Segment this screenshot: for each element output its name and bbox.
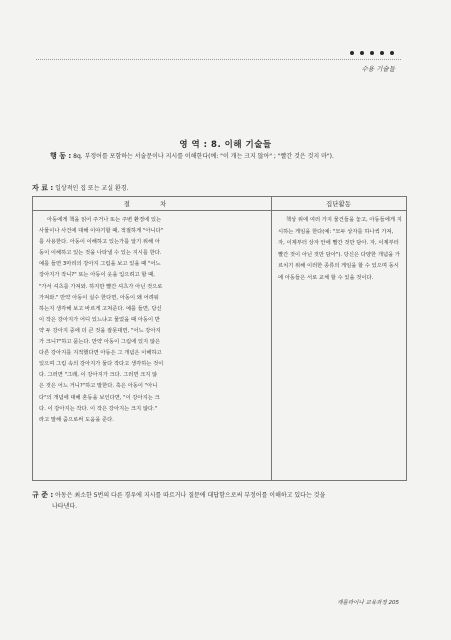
behavior-block (50, 152, 420, 161)
header-divider (36, 59, 401, 60)
criteria-line-1: 아동은 최소한 5번의 다른 경우에 지시를 따르거나 질문에 대답함으로써 부정어를 이해하고 있다는 것을 (55, 492, 326, 499)
page-title: 영 역 : 8. 이해 기술들 (179, 140, 272, 150)
procedure-text-line: 예를 들면 3마리의 강아지 그림을 보고 있을 때 "어느 (39, 261, 161, 268)
table-header-divider (33, 210, 406, 211)
group-activity-header: 집단활동 (325, 200, 352, 208)
group-activity-text-line: 르치기 위해 이러한 종류의 게임을 할 수 있으며 동시 (278, 263, 399, 270)
dot-icon (390, 51, 394, 55)
procedure-cell (39, 215, 268, 426)
section-label: 수용 기술들 (361, 65, 395, 73)
group-activity-text-line: 시하는 게임을 한다(예: "모두 상자를 하나씩 가져, (278, 228, 394, 235)
procedure-text-line: 약 두 강아지 중에 더 큰 것을 잘못대면, "어느 강아지 (39, 327, 161, 334)
group-activity-text-line: 에 아동들은 서로 교체 할 수 있을 것이다. (278, 274, 374, 281)
dot-icon (380, 51, 384, 55)
criteria-label: 규 준 : (32, 491, 54, 499)
procedure-text-line: "가서 셔츠를 가져와. 하지만 빨간 셔츠가 아닌 것으로 (39, 283, 163, 290)
procedure-text-line: 은 것은 어느 거니?"하고 말한다. 혹은 아동이 "아니 (39, 383, 158, 390)
procedure-text-line: 가져와." 만약 아동이 실수 한다면, 아동이 왜 어려워 (39, 294, 159, 301)
procedure-text-line: 다른 강아지를 지적했다면 아동은 그 개념은 이해하고 (39, 350, 162, 357)
procedure-text-line: 가 크니?"하고 묻는다. 만약 아동이 그림에 있지 않은 (39, 339, 161, 346)
dot-icon (370, 51, 374, 55)
behavior-text: 8q. 부정어를 포함하는 서술문이나 지시를 이해한다(예: "이 개는 크지 않아" ; "빨간 것은 것지 마"). (73, 153, 334, 160)
table-column-divider (271, 197, 272, 480)
page-footer: 캐롤라이나 교육과정 205 (337, 600, 399, 606)
procedure-text-line: 사물이나 사건에 대해 이야기할 때, 적절하게 "아니다" (39, 228, 164, 235)
procedure-text-line: 강아지가 작니?" 또는 아동이 옷을 입으려고 할 때, (39, 272, 155, 279)
materials-text: 일상적인 집 또는 교실 환경. (55, 185, 129, 192)
procedure-text-line: 다"의 개념에 대해 혼동을 보인다면, "이 강아지는 크 (39, 394, 160, 401)
decorative-dots (350, 51, 394, 55)
group-activity-text-line: 빨간 것이 아닌 것만 담아"). 당신은 다양한 개념을 가 (278, 251, 400, 258)
procedure-text-line: 이 작은 강아지가 어디 있느냐고 물었을 때 아동이 반 (39, 316, 160, 323)
procedure-text-line: 하는지 생각해 보고 바르게 고쳐준다. 예를 들면, 당신 (39, 305, 162, 312)
procedure-text-line: 아동에게 책을 읽어 주거나 또는 주변 환경에 있는 (47, 217, 162, 223)
procedure-text-line: 동이 이해하고 있는 것을 나타낼 수 있는 지시를 한다. (39, 250, 162, 257)
procedure-header: 절 차 (123, 200, 181, 208)
procedure-text-line: 를 사용한다. 아동이 이해하고 있는가를 알기 위해 아 (39, 239, 160, 246)
activity-table (32, 196, 407, 481)
materials-block (32, 183, 128, 193)
dot-icon (350, 51, 354, 55)
procedure-text-line: 있으며 그림 속의 강아지가 둘다 작다고 생각하는 것이 (39, 361, 164, 368)
group-activity-text-line: 자, 이제부터 상자 안에 빨간 것만 담아. 자, 이제부터 (278, 240, 399, 247)
criteria-line-2: 나타낸다. (52, 503, 78, 510)
procedure-text-line: 다. 이 강아지는 작다. 이 작은 강아지는 크지 않다." (39, 405, 158, 412)
group-activity-cell (278, 215, 401, 285)
dot-icon (360, 51, 364, 55)
group-activity-text-line: 책상 위에 여러 가지 물건들을 놓고, 아동들에게 지 (286, 217, 402, 223)
procedure-text-line: 라고 말해 줌으로써 도움을 준다. (39, 416, 114, 423)
procedure-text-line: 다. 그러면 "그래, 이 강아지가 크다. 그러면 크지 않 (39, 372, 158, 379)
criteria-block (32, 490, 412, 512)
behavior-label: 행 동 : (50, 152, 72, 160)
materials-label: 자 료 : (32, 184, 54, 192)
